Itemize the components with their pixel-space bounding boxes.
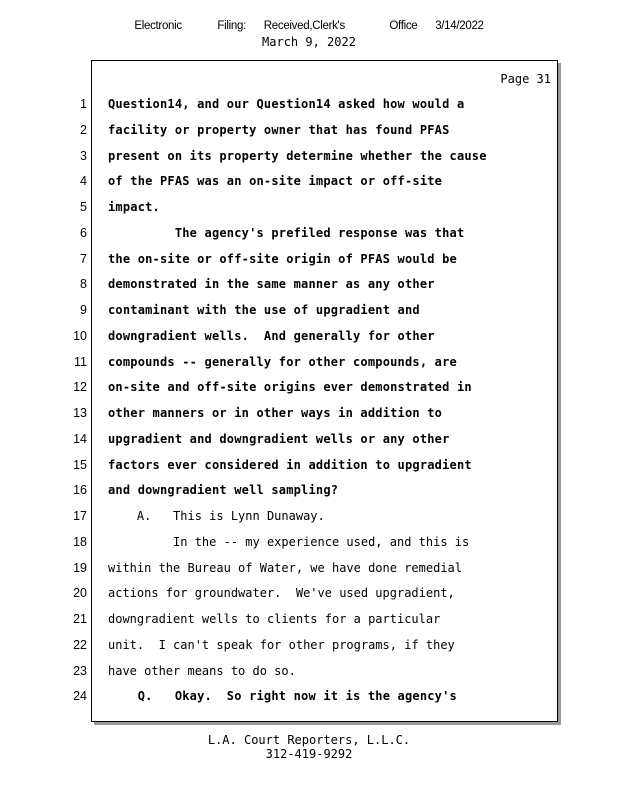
line-number: 21	[73, 612, 87, 626]
line-number: 20	[73, 586, 87, 601]
transcript-line: present on its property determine whether the cause	[108, 148, 487, 163]
transcript-line: downgradient wells to clients for a particular	[108, 612, 441, 626]
electronic-filing-stamp: Electronic Filing: Received,Clerk's Office 3/14/2022	[134, 20, 484, 32]
transcript-line: have other means to do so.	[108, 663, 296, 678]
line-number-column	[52, 92, 87, 710]
line-number: 18	[73, 534, 87, 549]
transcript-line: of the PFAS was an on-site impact or off-site	[108, 174, 443, 189]
transcript-line: A. This is Lynn Dunaway.	[108, 509, 325, 523]
transcript-line: compounds -- generally for other compounds, are	[108, 354, 457, 369]
line-number: 6	[80, 225, 87, 240]
transcript-line: the on-site or off-site origin of PFAS would be	[108, 251, 457, 266]
line-number: 2	[80, 122, 87, 137]
transcript-line: impact.	[108, 200, 160, 214]
court-reporter-phone: 312-419-9292	[265, 747, 353, 761]
transcript-line: actions for groundwater. We've used upgradient,	[108, 586, 455, 601]
line-number: 1	[80, 97, 87, 111]
line-number: 22	[73, 637, 87, 652]
line-number: 12	[73, 380, 87, 395]
line-number: 10	[73, 328, 87, 343]
transcript-line: Q. Okay. So right now it is the agency's	[108, 689, 457, 704]
line-number: 24	[73, 689, 87, 704]
transcript-text	[108, 92, 548, 710]
transcript-line: on-site and off-site origins ever demonstrated in	[108, 380, 472, 395]
line-number: 11	[74, 354, 87, 369]
transcript-line: In the -- my experience used, and this is	[108, 534, 470, 549]
transcript-line: factors ever considered in addition to upgradient	[108, 457, 472, 472]
transcript-line: downgradient wells. And generally for other	[108, 328, 435, 343]
transcript-line: and downgradient well sampling?	[108, 483, 339, 498]
line-number: 9	[80, 303, 87, 317]
transcript-line: unit. I can't speak for other programs, if they	[108, 637, 455, 652]
line-number: 14	[73, 431, 87, 446]
line-number: 13	[73, 406, 87, 420]
page-number: Page 31	[500, 72, 551, 86]
transcript-line: The agency's prefiled response was that	[108, 225, 465, 240]
line-number: 16	[73, 483, 87, 498]
transcript-line: Question14, and our Question14 asked how would a	[108, 97, 465, 111]
transcript-line: facility or property owner that has found PFAS	[108, 122, 450, 137]
transcript-line: demonstrated in the same manner as any other	[108, 277, 435, 292]
line-number: 15	[73, 457, 87, 472]
line-number: 19	[73, 560, 87, 575]
line-number: 4	[80, 174, 87, 189]
hearing-date: March 9, 2022	[262, 35, 356, 49]
line-number: 23	[73, 663, 87, 678]
transcript-line: contaminant with the use of upgradient and	[108, 303, 420, 317]
line-number: 5	[80, 200, 87, 214]
transcript-line: upgradient and downgradient wells or any other	[108, 431, 450, 446]
line-number: 3	[80, 148, 87, 163]
court-reporter-name: L.A. Court Reporters, L.L.C.	[207, 733, 411, 747]
transcript-line: within the Bureau of Water, we have done remedial	[108, 560, 463, 575]
line-number: 17	[73, 509, 87, 523]
line-number: 7	[80, 251, 87, 266]
transcript-line: other manners or in other ways in addition to	[108, 406, 443, 420]
line-number: 8	[80, 277, 87, 292]
